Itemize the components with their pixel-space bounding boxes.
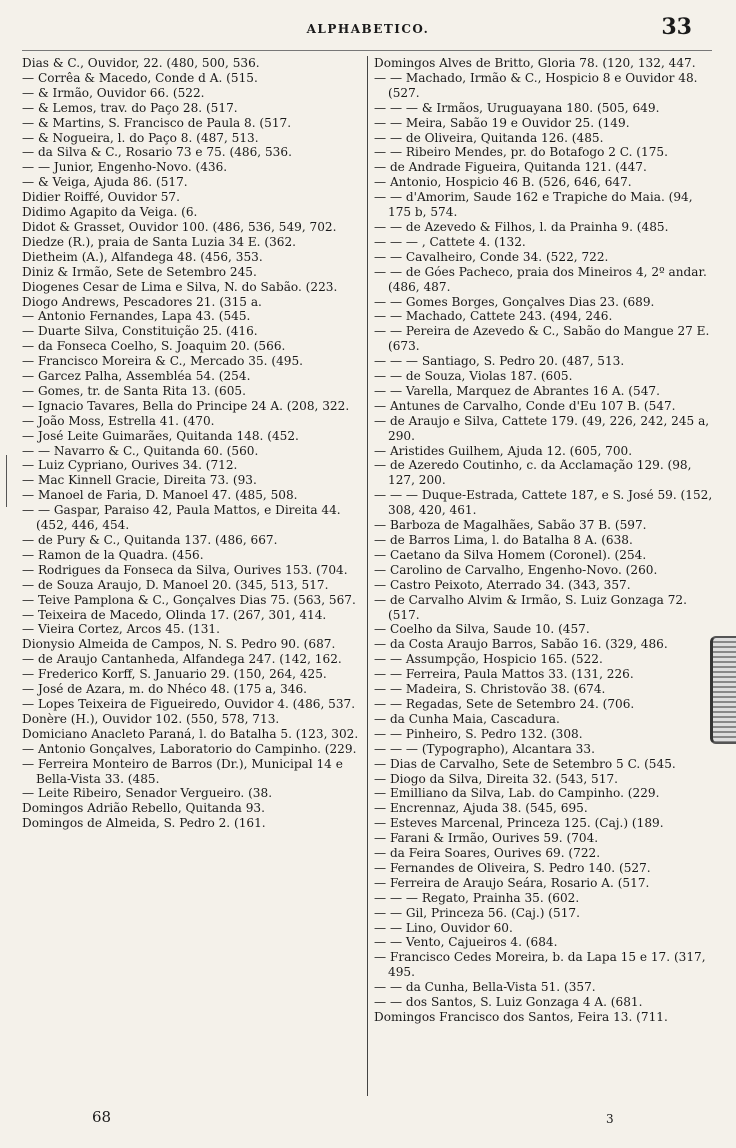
directory-entry: Diogenes Cesar de Lima e Silva, N. do Sabão. (223.	[22, 279, 338, 294]
directory-entry: — — Cavalheiro, Conde 34. (522, 722.	[374, 249, 609, 264]
directory-entry: — — — (Typographo), Alcantara 33.	[374, 741, 595, 756]
directory-entry: — Esteves Marcenal, Princeza 125. (Caj.) (189.	[374, 816, 664, 831]
directory-entry: Domiciano Anacleto Paraná, l. do Batalha 5. (123, 302.	[22, 726, 359, 741]
directory-entry: — Teive Pamplona & C., Gonçalves Dias 75. (563, 567.	[22, 592, 356, 607]
running-title: ALPHABETICO.	[306, 22, 430, 36]
binder-clip	[710, 636, 736, 744]
directory-entry: — — Assumpção, Hospicio 165. (522.	[374, 652, 603, 667]
directory-entry: — — Junior, Engenho-Novo. (436.	[22, 160, 228, 175]
directory-entry: — João Moss, Estrella 41. (470.	[22, 413, 215, 428]
signature-mark-right: 3	[606, 1112, 614, 1126]
directory-entry: — de Andrade Figueira, Quitanda 121. (447.	[374, 160, 647, 175]
directory-entry: — Diogo da Silva, Direita 32. (543, 517.	[374, 771, 618, 786]
directory-entry: — Fernandes de Oliveira, S. Pedro 140. (527.	[374, 860, 651, 875]
directory-entry: Domingos de Almeida, S. Pedro 2. (161.	[22, 816, 266, 831]
directory-entry: — Antunes de Carvalho, Conde d'Eu 107 B. (547.	[374, 398, 676, 413]
directory-entry: — de Azeredo Coutinho, c. da Acclamação 129. (98, 127, 200.	[374, 458, 692, 488]
directory-entry: — Ignacio Tavares, Bella do Principe 24 A. (208, 322.	[22, 398, 350, 413]
directory-entry: — Encrennaz, Ajuda 38. (545, 695.	[374, 801, 588, 816]
directory-entry: — Garcez Palha, Assembléa 54. (254.	[22, 369, 251, 384]
directory-entry: — — Ferreira, Paula Mattos 33. (131, 226.	[374, 667, 634, 682]
directory-entry: — Antonio, Hospicio 46 B. (526, 646, 647.	[374, 175, 632, 190]
directory-entry: — — Pereira de Azevedo & C., Sabão do Mangue 27 E. (673.	[374, 324, 710, 354]
directory-entry: — — — Regato, Prainha 35. (602.	[374, 890, 580, 905]
directory-entry: — Vieira Cortez, Arcos 45. (131.	[22, 622, 220, 637]
directory-entry: — Mac Kinnell Gracie, Direita 73. (93.	[22, 473, 257, 488]
directory-entry: — de Carvalho Alvim & Irmão, S. Luiz Gonzaga 72. (517.	[374, 592, 687, 622]
left-column	[22, 56, 368, 1096]
directory-entry: Domingos Alves de Britto, Gloria 78. (120, 132, 447.	[374, 56, 696, 70]
directory-entry: — Francisco Cedes Moreira, b. da Lapa 15 e 17. (317, 495.	[374, 950, 706, 980]
directory-entry: — — Vento, Cajueiros 4. (684.	[374, 935, 558, 950]
directory-entry: — — Gomes Borges, Gonçalves Dias 23. (689.	[374, 294, 655, 309]
directory-entry: — Castro Peixoto, Aterrado 34. (343, 357.	[374, 577, 631, 592]
directory-entry: — Teixeira de Macedo, Olinda 17. (267, 301, 414.	[22, 607, 327, 622]
directory-entry: Domingos Francisco dos Santos, Feira 13. (711.	[374, 1010, 668, 1024]
directory-entry: — de Barros Lima, l. do Batalha 8 A. (638.	[374, 533, 633, 547]
directory-entry: — Duarte Silva, Constituição 25. (416.	[22, 324, 258, 339]
directory-entry: — Caetano da Silva Homem (Coronel). (254.	[374, 547, 647, 562]
directory-entry: Dionysio Almeida de Campos, N. S. Pedro 90. (687.	[22, 637, 336, 652]
directory-entry: — — — Duque-Estrada, Cattete 187, e S. José 59. (152, 308, 420, 461.	[374, 488, 713, 518]
directory-entry: Diogo Andrews, Pescadores 21. (315 a.	[22, 294, 262, 309]
directory-entry: — — — , Cattete 4. (132.	[374, 234, 526, 249]
directory-entry: — de Araujo Cantanheda, Alfandega 247. (142, 162.	[22, 652, 342, 667]
directory-entry: — Antonio Fernandes, Lapa 43. (545.	[22, 309, 251, 324]
directory-entry: — & Nogueira, l. do Paço 8. (487, 513.	[22, 130, 259, 145]
directory-entry: — de Souza Araujo, D. Manoel 20. (345, 513, 517.	[22, 577, 329, 592]
directory-entry: — Ferreira Monteiro de Barros (Dr.), Municipal 14 e Bella-Vista 33. (485.	[22, 756, 343, 786]
directory-entry: Dias & C., Ouvidor, 22. (480, 500, 536.	[22, 56, 260, 70]
directory-entry: — — — & Irmãos, Uruguayana 180. (505, 649.	[374, 100, 660, 115]
directory-entry: — — — Santiago, S. Pedro 20. (487, 513.	[374, 354, 625, 369]
directory-entry: — Rodrigues da Fonseca da Silva, Ourives 153. (704.	[22, 562, 348, 577]
directory-entry: Domingos Adrião Rebello, Quitanda 93.	[22, 801, 265, 816]
directory-entry: — Carolino de Carvalho, Engenho-Novo. (260.	[374, 562, 658, 577]
header-rule	[22, 50, 712, 51]
directory-entry: — José Leite Guimarães, Quitanda 148. (452.	[22, 428, 299, 443]
margin-mark	[6, 455, 7, 507]
directory-entry: Didier Roiffé, Ouvidor 57.	[22, 190, 180, 205]
page-number: 33	[661, 14, 692, 40]
directory-entry: — — Meira, Sabão 19 e Ouvidor 25. (149.	[374, 115, 630, 130]
directory-entry: — da Cunha Maia, Cascadura.	[374, 711, 560, 726]
directory-entry: — Farani & Irmão, Ourives 59. (704.	[374, 831, 599, 846]
directory-entry: Didimo Agapito da Veiga. (6.	[22, 205, 198, 220]
directory-entry: — — de Souza, Violas 187. (605.	[374, 369, 573, 384]
directory-entry: — Emilliano da Silva, Lab. do Campinho. (229.	[374, 786, 660, 801]
directory-entry: — — de Oliveira, Quitanda 126. (485.	[374, 130, 604, 145]
directory-entry: — — Machado, Cattete 243. (494, 246.	[374, 309, 613, 324]
directory-entry: — Lopes Teixeira de Figueiredo, Ouvidor 4. (486, 537.	[22, 696, 356, 711]
directory-entry: — & Lemos, trav. do Paço 28. (517.	[22, 100, 238, 115]
directory-entry: — Antonio Gonçalves, Laboratorio do Campinho. (229.	[22, 741, 357, 756]
directory-entry: — — Madeira, S. Christovão 38. (674.	[374, 682, 606, 697]
directory-entry: — Corrêa & Macedo, Conde d A. (515.	[22, 70, 258, 85]
directory-entry: — Ferreira de Araujo Seára, Rosario A. (517.	[374, 875, 650, 890]
directory-entry: — — Ribeiro Mendes, pr. do Botafogo 2 C. (175.	[374, 145, 668, 160]
directory-entry: — Luiz Cypriano, Ourives 34. (712.	[22, 458, 238, 473]
directory-entry: — — Gil, Princeza 56. (Caj.) (517.	[374, 905, 580, 920]
directory-entry: — — Regadas, Sete de Setembro 24. (706.	[374, 696, 635, 711]
directory-entry: Donère (H.), Ouvidor 102. (550, 578, 713.	[22, 711, 280, 726]
directory-entry: — de Araujo e Silva, Cattete 179. (49, 226, 242, 245 a, 290.	[374, 413, 710, 443]
right-column	[368, 56, 714, 1096]
directory-entry: — da Feira Soares, Ourives 69. (722.	[374, 846, 601, 861]
directory-entry: — — de Azevedo & Filhos, l. da Prainha 9. (485.	[374, 219, 669, 234]
directory-entry: — & Veiga, Ajuda 86. (517.	[22, 175, 188, 190]
page-footer	[0, 1108, 736, 1138]
signature-mark-left: 68	[92, 1108, 112, 1126]
directory-entry: — — Navarro & C., Quitanda 60. (560.	[22, 443, 259, 458]
directory-entry: — — Lino, Ouvidor 60.	[374, 920, 513, 935]
directory-entry: — — Machado, Irmão & C., Hospicio 8 e Ouvidor 48. (527.	[374, 70, 698, 100]
directory-entry: — Aristides Guilhem, Ajuda 12. (605, 700.	[374, 443, 633, 458]
directory-entry: — — Varella, Marquez de Abrantes 16 A. (547.	[374, 383, 660, 398]
directory-entry: — Coelho da Silva, Saude 10. (457.	[374, 622, 590, 637]
page-header	[0, 14, 736, 42]
directory-entry: Dietheim (A.), Alfandega 48. (456, 353.	[22, 249, 263, 264]
directory-entry: — da Costa Araujo Barros, Sabão 16. (329, 486.	[374, 637, 668, 652]
directory-entry: — Dias de Carvalho, Sete de Setembro 5 C. (545.	[374, 756, 676, 771]
directory-entry: — — dos Santos, S. Luiz Gonzaga 4 A. (681.	[374, 995, 643, 1010]
directory-entry: — da Silva & C., Rosario 73 e 75. (486, 536.	[22, 145, 292, 160]
directory-entry: — — d'Amorim, Saude 162 e Trapiche do Maia. (94, 175 b, 574.	[374, 190, 693, 220]
directory-entry: — — de Góes Pacheco, praia dos Mineiros 4, 2º andar. (486, 487.	[374, 264, 707, 294]
directory-entry: — — Pinheiro, S. Pedro 132. (308.	[374, 726, 583, 741]
directory-entry: — — da Cunha, Bella-Vista 51. (357.	[374, 980, 596, 995]
directory-entry: — da Fonseca Coelho, S. Joaquim 20. (566.	[22, 339, 286, 354]
directory-entry: — de Pury & C., Quitanda 137. (486, 667.	[22, 533, 278, 547]
directory-entry: — Francisco Moreira & C., Mercado 35. (495.	[22, 354, 304, 369]
directory-entry: Didot & Grasset, Ouvidor 100. (486, 536, 549, 702.	[22, 219, 337, 234]
directory-entry: — — Gaspar, Paraiso 42, Paula Mattos, e Direita 44. (452, 446, 454.	[22, 503, 341, 533]
directory-entry: — Manoel de Faria, D. Manoel 47. (485, 508.	[22, 488, 298, 503]
directory-entry: Diniz & Irmão, Sete de Setembro 245.	[22, 264, 257, 279]
directory-entry: — & Irmão, Ouvidor 66. (522.	[22, 85, 205, 100]
directory-columns	[22, 56, 714, 1096]
directory-entry: — Leite Ribeiro, Senador Vergueiro. (38.	[22, 786, 273, 801]
directory-entry: Diedze (R.), praia de Santa Luzia 34 E. (362.	[22, 234, 297, 249]
directory-entry: — Ramon de la Quadra. (456.	[22, 547, 204, 562]
directory-entry: — Frederico Korff, S. Januario 29. (150, 264, 425.	[22, 667, 327, 682]
directory-entry: — José de Azara, m. do Nhéco 48. (175 a, 346.	[22, 682, 308, 697]
directory-entry: — & Martins, S. Francisco de Paula 8. (517.	[22, 115, 292, 130]
directory-entry: — Barboza de Magalhães, Sabão 37 B. (597.	[374, 518, 647, 533]
directory-entry: — Gomes, tr. de Santa Rita 13. (605.	[22, 383, 246, 398]
